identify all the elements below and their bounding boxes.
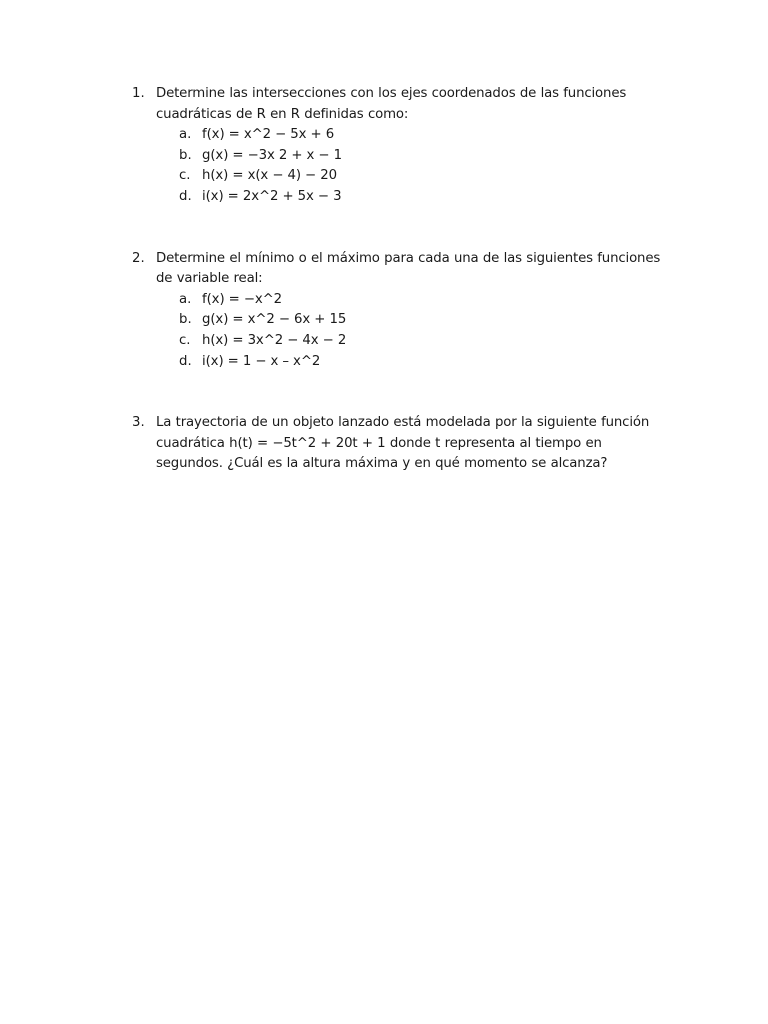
- question-text: La trayectoria de un objeto lanzado está modelada por la siguiente función cuadrática h(t) = −5t^2 + 20t + 1 donde t representa al tiempo en segundos. ¿Cuál es la altura máxima y en qué momento se alcanza?: [156, 415, 650, 472]
- question-text: Determine el mínimo o el máximo para cada una de las siguientes funciones de variable real:: [156, 250, 661, 287]
- sub-item-text: f(x) = −x^2: [202, 291, 283, 307]
- question-list: [130, 84, 670, 475]
- sub-item-text: f(x) = x^2 − 5x + 6: [202, 127, 335, 143]
- sub-item-letter: a.: [179, 291, 192, 307]
- sub-item: [179, 310, 670, 331]
- sub-item-list: [179, 290, 670, 372]
- sub-item: [179, 290, 670, 311]
- sub-item-list: [179, 125, 670, 207]
- sub-item-text: i(x) = 2x^2 + 5x − 3: [202, 188, 342, 204]
- sub-item: [179, 352, 670, 373]
- sub-item-letter: a.: [179, 127, 192, 143]
- sub-item-text: h(x) = 3x^2 − 4x − 2: [202, 332, 347, 348]
- sub-item: [179, 125, 670, 146]
- question-3: [130, 413, 670, 475]
- sub-item-letter: b.: [179, 312, 192, 328]
- sub-item: [179, 166, 670, 187]
- question-text: Determine las intersecciones con los ejes coordenados de las funciones cuadráticas de R en R definidas como:: [156, 86, 627, 122]
- question-number: 2.: [132, 250, 145, 266]
- sub-item-text: h(x) = x(x − 4) − 20: [202, 168, 337, 184]
- sub-item-letter: d.: [179, 353, 192, 369]
- sub-item-letter: c.: [179, 168, 191, 184]
- sub-item-text: g(x) = −3x 2 + x − 1: [202, 147, 342, 163]
- sub-item-letter: c.: [179, 332, 191, 348]
- question-1: [130, 84, 670, 208]
- sub-item-letter: b.: [179, 147, 192, 163]
- question-2: [130, 249, 670, 373]
- sub-item: [179, 331, 670, 352]
- sub-item: [179, 187, 670, 208]
- question-number: 1.: [132, 86, 145, 101]
- question-number: 3.: [132, 415, 145, 431]
- sub-item-text: g(x) = x^2 − 6x + 15: [202, 312, 347, 328]
- sub-item-letter: d.: [179, 188, 192, 204]
- sub-item: [179, 146, 670, 167]
- sub-item-text: i(x) = 1 − x – x^2: [202, 353, 321, 369]
